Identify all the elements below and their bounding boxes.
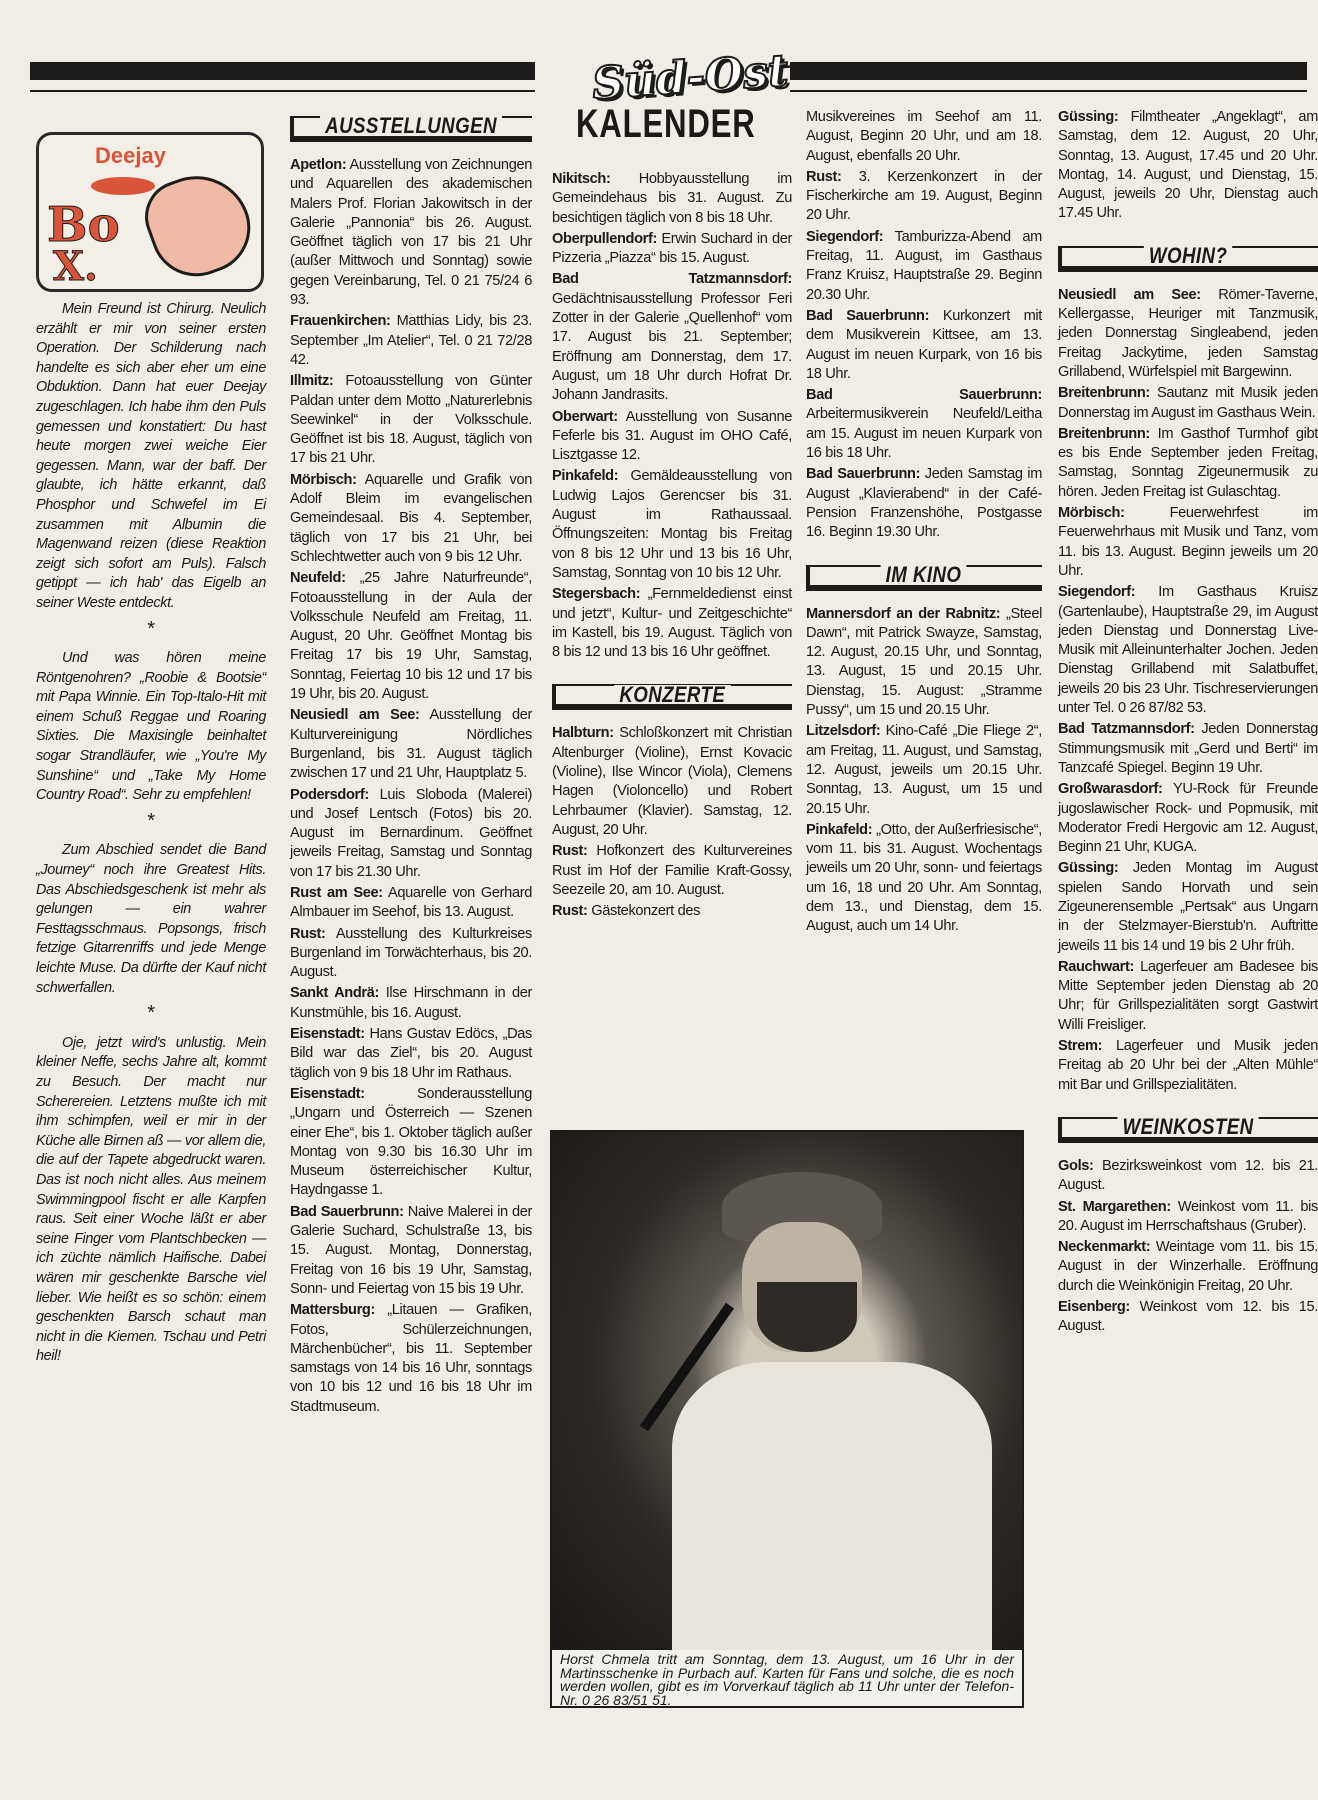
entry-text: 3. Kerzenkonzert in der Fischerkirche am 19. August, Beginn 20 Uhr. (806, 168, 1042, 224)
entry-place: Rust am See: (290, 884, 383, 901)
calendar-entry (1058, 859, 1318, 955)
entry-text: Gedächtnisausstellung Professor Feri Zotter in der Galerie „Quellenhof“ vom 17. August bis 21. September; Eröffnung am Donnerstag, dem 17. August, um 18 Uhr durch Hofrat Dr. Johann Jandrasits. (552, 290, 792, 404)
entry-place: Rust: (290, 925, 326, 942)
calendar-entry (552, 170, 792, 228)
calendar-entry (552, 408, 792, 466)
photo-horst-chmela (550, 1130, 1024, 1650)
entry-text: Naive Malerei in der Galerie Suchard, Schulstraße 13, bis 15. August. Montag, Donnerstag, Freitag von 16 bis 19 Uhr, Samstag, Sonn- und Feiertag von 15 bis 19 Uhr. (290, 1203, 532, 1297)
entry-text: Gästekonzert des (591, 903, 701, 920)
entry-text: Kino-Café „Die Fliege 2“, am Freitag, 11. August, und Samstag, 12. August, jeweils um 20.15 Uhr. Sonntag, 13. August, um 15 und 20.15 Uhr. (806, 723, 1042, 817)
entry-place: Podersdorf: (290, 786, 369, 803)
calendar-entry (1058, 108, 1318, 224)
calendar-entry (1058, 958, 1318, 1035)
entry-place: Neusiedl am See: (1058, 286, 1201, 303)
heading-text: WOHIN? (1144, 246, 1233, 265)
masthead-logo (552, 45, 792, 150)
masthead-title-top: Süd-Ost (590, 45, 790, 110)
separator-star: * (147, 617, 155, 640)
entry-place: Breitenbrunn: (1058, 385, 1150, 402)
top-rule-left-thick (30, 62, 535, 80)
box-logo-word-x: X. (53, 243, 98, 290)
entry-place: Apetlon: (290, 157, 347, 173)
calendar-entry (1058, 1157, 1318, 1196)
entry-text: Hans Gustav Edöcs, „Das Bild war das Ziel“, bis 20. August täglich von 9 bis 18 Uhr im Rathaus. (290, 1026, 532, 1081)
entry-place: Rust: (806, 168, 842, 185)
calendar-entry (290, 312, 532, 370)
calendar-entry (806, 465, 1042, 542)
column-three (552, 170, 792, 923)
calendar-entry (1058, 583, 1318, 718)
entry-place: Bad Sauerbrunn: (806, 466, 921, 483)
entry-place: Halbturn: (552, 725, 614, 742)
photo-caption: Horst Chmela tritt am Sonntag, dem 13. August, um 16 Uhr in der Martinsschenke in Purbach auf. Karten für Fans und solche, die es noch werden wollen, gibt es im Vorverkauf täglich ab 11 Uhr unter der Telefon-Nr. 0 26 83/51 51. (550, 1650, 1024, 1708)
entry-text: Ausstellung von Susanne Feferle bis 31. August im OHO Café, Lisztgasse 12. (552, 408, 792, 464)
calendar-entry (290, 925, 532, 983)
entry-text: Tamburizza-Abend am Freitag, 11. August, im Gasthaus Franz Kruisz, Hauptstraße 29. Beginn 20.30 Uhr. (806, 228, 1042, 303)
entry-place: Stegersbach: (552, 586, 641, 603)
calendar-entry (806, 168, 1042, 226)
calendar-entry (1058, 425, 1318, 502)
entry-text: Jeden Montag im August spielen Sando Horvath und sein Zigeunerensemble „Pertsak“ aus Ungarn in der Stelzmayer-Bierstub'n. Auftritte jeweils 11 bis 14 und 19 bis 2 Uhr früh. (1058, 860, 1318, 954)
calendar-entry (1058, 1037, 1318, 1095)
entry-text: Im Gasthaus Kruisz (Gartenlaube), Hauptstraße 29, im August jeden Dienstag und Donnerstag Live-Musik mit Alleinunterhalter Jochen. Jeden Dienstag Grillabend mit Salatbuffet, jeweils 20 bis 23 Uhr. Tischreservierungen unter Tel. 0 26 87/82 53. (1058, 584, 1318, 717)
calendar-entry (552, 902, 792, 921)
entry-place: Siegendorf: (806, 228, 884, 245)
entry-place: Neckenmarkt: (1058, 1239, 1151, 1256)
entry-place: Litzelsdorf: (806, 723, 881, 740)
separator-star: * (147, 809, 155, 832)
calendar-entry (290, 569, 532, 704)
entry-place: Mannersdorf an der Rabnitz: (806, 605, 1001, 622)
column-ausstellungen (290, 108, 532, 1419)
entry-text: „Fernmeldedienst einst und jetzt“, Kultur- und Zeitgeschichte“ im Kastell, bis 19. August. Täglich von 8 bis 12 und 13 bis 16 Uhr geöffnet. (552, 586, 792, 661)
entry-text: Weinkost vom 12. bis 15. August. (1058, 1299, 1318, 1335)
entry-text: Lagerfeuer und Musik jeden Freitag ab 20 Uhr bei der „Alten Mühle“ mit Bar und Grillspezialitäten. (1058, 1038, 1318, 1093)
column-paragraph: Mein Freund ist Chirurg. Neulich erzählt er mir von seiner ersten Operation. Der Schilderung nach handelte es sich aber eher um eine Obduktion. Dann hat euer Deejay zugeschlagen. Ich habe ihm den Puls gemessen und konstatiert: Du hast heute morgen zwei weiche Eier gegessen. Mann, war der baff. Der glaubte, ich hätte erkannt, daß Phosphor und Schwefel im Ei zusammen mit Albumin die Magenwand reizen (diese Reaktion zeigt sich sofort am Puls). Falsch getippt — ich hab' das Eigelb an seiner Weste entdeckt. (36, 301, 266, 611)
entry-text: „Litauen — Grafiken, Fotos, Schülerzeichnungen, Märchenbücher“, bis 11. September samstags von 14 bis 16 Uhr, sonntags von 10 bis 12 und 16 bis 18 Uhr im Stadtmuseum. (290, 1302, 532, 1415)
entry-place: Großwarasdorf: (1058, 781, 1163, 798)
calendar-entry (290, 1301, 532, 1417)
separator-star: * (147, 1002, 155, 1025)
entry-text: Aquarelle und Grafik von Adolf Bleim im evangelischen Gemeindesaal. Bis 4. September, täglich von 17 bis 21 Uhr, bei Schlechtwetter auch von 9 bis 12 Uhr. (290, 471, 532, 565)
entry-text: Weintage vom 11. bis 15. August in der Winzerhalle. Eröffnung durch die Weinkönigin Freitag, 20 Uhr. (1058, 1239, 1318, 1294)
calendar-entry (806, 722, 1042, 818)
calendar-entry (552, 585, 792, 662)
calendar-entry (1058, 1298, 1318, 1337)
calendar-entry (552, 724, 792, 840)
heading-text: WEINKOSTEN (1117, 1117, 1258, 1136)
calendar-entry (1058, 384, 1318, 423)
calendar-entry (1058, 286, 1318, 382)
shirt-shape (672, 1362, 992, 1652)
beard-shape (757, 1282, 857, 1352)
entry-text: Hofkonzert des Kulturvereines Rust im Hof der Familie Kraft-Gossy, Seezeile 20, am 10. August. (552, 843, 792, 898)
calendar-entry (806, 386, 1042, 463)
entry-place: Oberpullendorf: (552, 230, 658, 247)
entry-place: Güssing: (1058, 860, 1119, 877)
entry-text: Jeden Samstag im August „Klavierabend“ in der Café-Pension Franzenshöhe, Postgasse 16. Beginn 19.30 Uhr. (806, 466, 1042, 541)
calendar-entry (290, 156, 532, 310)
entry-place: Rust: (552, 903, 588, 920)
entry-place: Rauchwart: (1058, 958, 1134, 975)
deejay-box-logo (36, 132, 264, 292)
column-paragraph: Oje, jetzt wird's unlustig. Mein kleiner Neffe, sechs Jahre alt, kommt zu Besuch. Der macht nur Scherereien. Letztens mußte ich mit ihm schimpfen, weil er mir in der Küche alle Birnen aß — vor allem die, die auf der Tapete abgedruckt waren. Das ist noch nicht alles. Aus meinem Swimmingpool fischt er alle Karpfen raus. Seit einer Woche läßt er aber seine Finger vom Plantschbecken — ich züchte nämlich Haifische. Dabei wären mir geschenkte Barsche viel lieber. Wie heißt es so schön: einem geschenkten Barsch schaut man nicht in die Kiemen. Tschau und Petri heil! (36, 1034, 266, 1365)
calendar-entry (1058, 504, 1318, 581)
entry-place: St. Margarethen: (1058, 1198, 1171, 1215)
calendar-entry (290, 1203, 532, 1299)
calendar-entry (290, 984, 532, 1023)
calendar-entry (552, 230, 792, 269)
entry-text: Ausstellung von Zeichnungen und Aquarellen des akademischen Malers Prof. Florian Jakowitsch in der Galerie „Pannonia“ bis 26. August. Geöffnet täglich von 17 bis 21 Uhr (außer Mittwoch und Sonntag) sowie gegen Vereinbarung, Tel. 0 21 75/24 6 93. (290, 157, 532, 309)
entry-text: Arbeitermusikverein Neufeld/Leitha am 15. August im neuen Kurpark von 16 bis 18 Uhr. (806, 406, 1042, 462)
column-five (1058, 108, 1318, 1339)
masthead-title-bottom: KALENDER (576, 102, 756, 146)
entry-place: Siegendorf: (1058, 584, 1136, 601)
entry-text: Ausstellung des Kulturkreises Burgenland im Torwächterhaus, bis 20. August. (290, 925, 532, 981)
entry-place: Pinkafeld: (552, 468, 619, 485)
entry-text: Filmtheater „Angeklagt“, am Samstag, dem 12. August, 20 Uhr, Sonntag, 13. August, 17.45 und 20 Uhr. Montag, 14. August, und Dienstag, 15. August, jeweils 20 Uhr, Dienstag auch 17.45 Uhr. (1058, 109, 1318, 222)
entry-text: YU-Rock für Freunde jugoslawischer Rock- und Popmusik, mit Moderator Fredi Hergovic am 12. August, Beginn 21 Uhr, KUGA. (1058, 781, 1318, 856)
entry-text: „Otto, der Außerfriesische“, vom 11. bis 31. August. Wochentags jeweils um 20 Uhr, sonn- und feiertags um 16, 18 und 20 Uhr. Am Sonntag, dem 13., und Dienstag, dem 15. August, auch um 14 Uhr. (806, 821, 1042, 935)
entry-place: Pinkafeld: (806, 821, 873, 838)
entry-place: Strem: (1058, 1038, 1103, 1055)
calendar-entry (552, 842, 792, 900)
entry-text: Matthias Lidy, bis 23. September „Im Atelier“, Tel. 0 21 72/28 42. (290, 313, 532, 368)
entry-text: Jeden Donnerstag Stimmungsmusik mit „Gerd und Berti“ im Tanzcafé Spiegel. Beginn 19 Uhr. (1058, 721, 1318, 776)
heading-text: AUSSTELLUNGEN (320, 116, 502, 135)
entry-place: Illmitz: (290, 373, 334, 390)
entry-text: Römer-Taverne, Kellergasse, Heuriger mit Tanzmusik, jeden Donnerstag Singleabend, jeden Freitag Jackytime, jeden Samstag Grillabend, Würfelspiel mit Bargewinn. (1058, 286, 1318, 380)
entry-place: Bad Tatzmannsdorf: (1058, 721, 1195, 738)
entry-place: Frauenkirchen: (290, 313, 391, 330)
calendar-entry (806, 307, 1042, 384)
deejay-logo-word: Deejay (95, 143, 166, 168)
entry-place: Mörbisch: (1058, 505, 1125, 522)
entry-place: Bad Sauerbrunn: (290, 1203, 404, 1220)
entry-text: Lagerfeuer am Badesee bis Mitte September jeden Dienstag ab 20 Uhr; für Grillspezialitäten sorgt Gastwirt Willi Freisliger. (1058, 958, 1318, 1033)
calendar-entry (290, 471, 532, 567)
calendar-entry (806, 605, 1042, 721)
heading-text: KONZERTE (614, 685, 730, 704)
calendar-entry (290, 1085, 532, 1201)
section-heading-weinkosten (1058, 1109, 1318, 1145)
calendar-entry (552, 270, 792, 405)
entry-place: Eisenstadt: (290, 1026, 365, 1043)
calendar-entry (290, 706, 532, 783)
calendar-entry (1058, 720, 1318, 778)
entry-place: Gols: (1058, 1157, 1094, 1174)
entry-text: Ilse Hirschmann in der Kunstmühle, bis 16. August. (290, 985, 533, 1021)
entry-text: Hobbyausstellung im Gemeindehaus bis 31. August. Zu besichtigen täglich von 8 bis 18 Uhr. (552, 171, 792, 226)
entry-place: Neufeld: (290, 570, 346, 587)
top-rule-right-thick (790, 62, 1307, 80)
entry-text: Musikvereines im Seehof am 11. August, Beginn 20 Uhr, und am 18. August, ebenfalls 20 Uhr. (806, 109, 1042, 164)
entry-place: Bad Sauerbrunn: (806, 307, 930, 324)
entry-place: Mörbisch: (290, 471, 357, 488)
top-rule-right-thin (790, 90, 1307, 92)
deejay-box-column (36, 300, 266, 1371)
entry-text: Im Gasthof Turmhof gibt es bis Ende September jeden Freitag, Samstag, Sonntag Zigeunermusik zu hören. Jeden Freitag ist Gulaschtag. (1058, 425, 1318, 500)
entry-place: Mattersburg: (290, 1302, 375, 1319)
top-rule-left-thin (30, 90, 535, 92)
entry-text: Gemäldeausstellung von Ludwig Lajos Gerencser bis 31. August im Rathaussaal. Öffnungszeiten: Montag bis Freitag von 8 bis 12 Uhr und 13 bis 16 Uhr, Samstag, Sonntag von 10 bis 12 Uhr. (552, 468, 792, 581)
entry-place: Neusiedl am See: (290, 707, 420, 724)
section-heading-wohin (1058, 238, 1318, 274)
calendar-entry (806, 108, 1042, 166)
entry-text: Weinkost vom 11. bis 20. August im Herrschaftshaus (Gruber). (1058, 1198, 1318, 1234)
entry-text: Erwin Suchard in der Pizzeria „Piazza“ bis 15. August. (552, 230, 792, 267)
calendar-entry (1058, 1198, 1318, 1237)
calendar-entry (552, 467, 792, 583)
entry-place: Breitenbrunn: (1058, 425, 1150, 442)
column-four (806, 108, 1042, 939)
entry-text: Bezirksweinkost vom 12. bis 21. August. (1058, 1157, 1318, 1194)
calendar-entry (290, 372, 532, 468)
entry-place: Bad Tatzmannsdorf: (552, 271, 792, 288)
entry-text: „Steel Dawn“, mit Patrick Swayze, Samstag, 12. August, 20.15 Uhr, und Sonntag, 13. August, 15 und 20.15 Uhr. Dienstag, 15. August: „Stramme Pussy“, um 15 und 20.15 Uhr. (806, 605, 1042, 719)
column-paragraph: Zum Abschied sendet die Band „Journey“ noch ihre Greatest Hits. Das Abschiedsgeschenk ist mehr als gelungen — ein wahrer Festtagsschmaus. Popsongs, frisch fetzige Gitarrenriffs und jede Menge leichte Muse. Da dürfte der Kauf nicht schwerfallen. (36, 842, 266, 996)
calendar-entry (290, 1025, 532, 1083)
entry-text: „25 Jahre Naturfreunde“, Fotoausstellung in der Aula der Volksschule Neufeld am Freitag, 11. August, 20 Uhr. Geöffnet Montag bis Freitag 17 bis 19 Uhr, Samstag, Sonntag, Feiertag 10 bis 12 und 17 bis 19 Uhr, bis 20. August. (290, 570, 532, 703)
section-heading-kino (806, 557, 1042, 593)
entry-place: Güssing: (1058, 109, 1119, 125)
entry-text: Sonderausstellung „Ungarn und Österreich — Szenen einer Ehe“, bis 1. Oktober täglich außer Montag von 9.30 bis 16.30 Uhr im Museum österreichischer Kultur, Haydngasse 1. (290, 1085, 532, 1199)
entry-place: Rust: (552, 843, 588, 860)
entry-text: Feuerwehrfest im Feuerwehrhaus mit Musik und Tanz, vom 11. bis 13. August. Beginn jeweils um 20 Uhr. (1058, 505, 1318, 579)
calendar-entry (1058, 1238, 1318, 1296)
column-paragraph: Und was hören meine Röntgenohren? „Roobie & Bootsie“ mit Papa Winnie. Ein Top-Italo-Hit mit einem Schuß Reggae und Roaring Sixties. Die Maxisingle beinhaltet sogar Strandläufer, wie „You're My Sunshine“ und „Take My Home Country Road“. Sehr zu empfehlen! (36, 650, 266, 804)
section-heading-konzerte (552, 676, 792, 712)
entry-place: Eisenberg: (1058, 1299, 1130, 1316)
entry-text: Ausstellung der Kulturvereinigung Nördliches Burgenland, bis 31. August täglich zwischen 17 und 21 Uhr, Hauptplatz 5. (290, 707, 532, 782)
entry-place: Sankt Andrä: (290, 985, 380, 1002)
entry-text: Luis Sloboda (Malerei) und Josef Lentsch (Fotos) bis 20. August im Bernardinum. Geöffnet jeweils Freitag, Samstag und Sonntag von 17 bis 21.30 Uhr. (290, 786, 532, 880)
calendar-entry (290, 884, 532, 923)
box-logo-word: Bo (47, 197, 120, 253)
entry-text: Schloßkonzert mit Christian Altenburger (Violine), Ernst Kovacic (Violine), Ilse Wincor (Viola), Clemens Hagen (Violoncello) und Robert Lehrbaumer (Klavier). Samstag, 12. August, 20 Uhr. (552, 725, 792, 838)
entry-place: Eisenstadt: (290, 1085, 365, 1102)
entry-text: Fotoausstellung von Günter Paldan unter dem Motto „Naturerlebnis Seewinkel“ in der Volksschule. Geöffnet ist bis 18. August, täglich von 17 bis 21 Uhr. (290, 373, 532, 467)
calendar-entry (1058, 780, 1318, 857)
entry-place: Oberwart: (552, 408, 618, 425)
entry-text: Sautanz mit Musik jeden Donnerstag im August im Gasthaus Wein. (1058, 385, 1318, 421)
heading-text: IM KINO (881, 565, 967, 584)
deejay-cartoon-figure-icon (135, 161, 263, 289)
entry-place: Bad Sauerbrunn: (806, 387, 1042, 404)
section-heading-ausstellungen (290, 108, 532, 144)
entry-text: Kurkonzert mit dem Musikverein Kittsee, am 13. August im neuen Kurpark, von 16 bis 18 Uhr. (806, 307, 1042, 382)
calendar-entry (806, 228, 1042, 305)
entry-place: Nikitsch: (552, 171, 611, 187)
record-icon (91, 177, 155, 195)
calendar-entry (806, 821, 1042, 937)
entry-text: Aquarelle von Gerhard Almbauer im Seehof, bis 13. August. (290, 884, 532, 921)
calendar-entry (290, 786, 532, 882)
